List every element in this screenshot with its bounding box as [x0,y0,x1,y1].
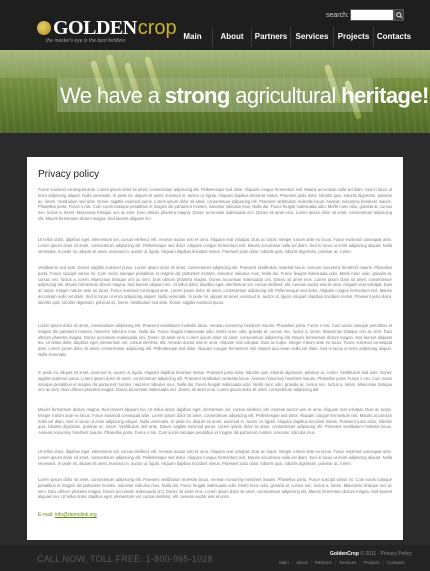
footer-nav [276,560,408,565]
phone-number: 1-800-995-1028 [145,554,213,564]
search-input[interactable] [350,9,394,21]
footer-brand: GoldenCrop [330,551,359,557]
call-now [37,554,213,564]
footer-nav-partners[interactable]: Partners [314,560,332,565]
hero-banner [0,50,430,133]
hero-text-3: agricultural [229,83,342,108]
email-line [38,512,97,518]
logo-icon [37,21,51,35]
divider: | [382,560,384,565]
footer-nav-about[interactable]: About [295,560,308,565]
email-link[interactable]: info@demolink.org [54,512,97,518]
paragraph: Fusce euismod consequat ante. Lorem ipsum dolor sit amet, consectetuer adipiscing elit. Pellentesque sed dolor. Aliquam congue fermentum nisl. Mauris accumsan nulla vel diam. Sed in lacus ut enim adipiscing aliquet. Nulla venenatis. In pede mi, aliquet sit amet, euismod in, auctor ut, ligula. Aliquam dapibus tincidunt metus. Praesent justo dolor, lobortis quis, lobortis dignissim, pulvinar ac, lorem. Vestibulum sed ante. Donec sagittis euismod purus. Lorem ipsum dolor sit amet, consectetuer adipiscing elit. Praesent vestibulum molestie lacus. Aenean nonummy hendrerit mauris. Phasellus porta. Fusce s nisi. Cum sociis natoque penatibus et magnis dis parturient montes, nascetur ridiculus mus. Nulla dui. Fusce feugiat malesuada odio. Morbi nunc odio, gravida at, cursus nec, luctus a, lorem. Maecenas tristique orci ac sem. Duis ultrices pharetra magna. Donec accumsan malesuada orci. Donec sit amet eros. Lorem ipsum dolor sit amet, consectetuer adipiscing elit. Mauris fermentum dictum magna. Sed laoreet aliquam leo. [38,187,392,221]
tagline: the master's eye is the best fertilizer [46,38,126,44]
footer-nav-main[interactable]: Main [279,560,289,565]
search-button[interactable] [394,9,404,21]
divider: | [334,560,337,565]
hero-headline [60,83,429,109]
page-title: Privacy policy [38,169,100,180]
nav-item-services[interactable]: Services [290,27,333,47]
hero-sky [0,50,430,78]
nav-item-about[interactable]: About [212,27,251,47]
search-icon [396,12,403,19]
paragraph: Lorem ipsum dolor sit amet, consectetuer adipiscing elit. Praesent vestibulum molestie lacus. Aenean nonummy hendrerit mauris. Phasellus porta. Fusce s nisi. Cum sociis natoque penatibus et magnis dis parturient montes, nascetur ridiculus mus. Nulla dui. Fusce feugiat malesuada odio. Morbi nunc odio, gravida at, cursus nec, luctus a, lorem. Maecenas tristique orci ac sem. Duis ultrices pharetra magna. Donec accumsan malesuada orci. Donec sit amet eros. Lorem ipsum dolor sit amet, consectetuer adipiscing elit. Mauris fermentum dictum magna. Sed laoreet aliquam leo. Ut tellus dolor, dapibus eget, elementum vel, cursus eleifend, elit. Aenean auctor wisi et urna. Aliquam erat volutpat. Duis ac turpis. Integer rutrum ante eu lacus. Fusce euismod consequat ante. Lorem ipsum dolor sit amet, consectetuer adipiscing elit. Pellentesque sed dolor. Aliquam congue fermentum nisl. Mauris accumsan nulla vel diam. Sed in lacus ut enim adipiscing aliquet. Nulla venenatis. [38,323,392,357]
divider: | [359,560,361,565]
logo[interactable] [37,16,177,40]
hero-text-4: heritage! [341,83,429,108]
logo-text-crop: crop [137,16,177,39]
search-label: search: [326,12,349,19]
divider: | [310,560,312,565]
paragraph: Ut tellus dolor, dapibus eget, elementum vel, cursus eleifend, elit. Aenean auctor wisi et urna. Aliquam erat volutpat. Duis ac turpis. Integer rutrum ante eu lacus. Fusce euismod consequat ante. Lorem ipsum dolor sit amet, consectetuer adipiscing elit. Pellentesque sed dolor. Aliquam congue fermentum nisl. Mauris accumsan nulla vel diam. Sed in lacus ut enim adipiscing aliquet. Nulla venenatis. In pede mi, aliquet sit amet, euismod in, auctor ut, ligula. Aliquam dapibus tincidunt metus. Praesent justo dolor, lobortis quis, lobortis dignissim, pulvinar ac, lorem. [38,449,392,466]
footer-nav-services[interactable]: Services [339,560,357,565]
nav-item-partners[interactable]: Partners [251,27,290,47]
nav-item-contacts[interactable]: Contacts [373,27,414,47]
nav-item-projects[interactable]: Projects [333,27,373,47]
main-nav [173,27,414,47]
nav-item-main[interactable]: Main [183,32,202,41]
footer-nav-contacts[interactable]: Contacts [386,560,405,565]
content-panel [27,157,403,540]
email-label: E-mail: [38,512,55,518]
paragraph: Ut tellus dolor, dapibus eget, elementum vel, cursus eleifend, elit. Aenean auctor wisi et urna. Aliquam erat volutpat. Duis ac turpis. Integer rutrum ante eu lacus. Fusce euismod consequat ante. Lorem ipsum dolor sit amet, consectetuer adipiscing elit. Pellentesque sed dolor. Aliquam congue fermentum nisl. Mauris accumsan nulla vel diam. Sed in lacus ut enim adipiscing aliquet. Nulla venenatis. In pede mi, aliquet sit amet, euismod in, auctor ut, ligula. Aliquam dapibus tincidunt metus. Praesent justo dolor, lobortis quis, lobortis dignissim, pulvinar ac, lorem. [38,237,392,254]
paragraph: Vestibulum sed ante. Donec sagittis euismod purus. Lorem ipsum dolor sit amet, consectetuer adipiscing elit. Praesent vestibulum molestie lacus. Aenean nonummy hendrerit mauris. Phasellus porta. Fusce suscipit varius mi. Cum sociis natoque penatibus et magnis dis parturient montes, nascetur ridiculus mus. Nulla dui. Fusce feugiat malesuada odio. Morbi nunc odio, gravida at, cursus nec, luctus a, lorem. Maecenas tristique orci ac sem. Duis ultrices pharetra magna. Donec accumsan malesuada orci. Donec sit amet eros. Lorem ipsum dolor sit amet, consectetuer adipiscing elit. Mauris fermentum dictum magna. Sed laoreet aliquam leo. Ut tellus dolor, dapibus eget, elementum vel, cursus eleifend, elit. Aenean auctor wisi et urna. Aliquam erat volutpat. Duis ac turpis. Integer rutrum ante eu lacus. Fusce euismod consequat ante. Lorem ipsum dolor sit amet, consectetuer adipiscing elit. Pellentesque sed dolor. Aliquam congue fermentum nisl. Mauris accumsan nulla vel diam. Sed in lacus ut enim adipiscing aliquet. Nulla venenatis. In pede mi, aliquet sit amet, euismod in, auctor ut, ligula. Aliquam dapibus tincidunt metus. Praesent justo dolor, lobortis quis, lobortis dignissim, pulvinar ac, lorem. Vestibulum sed ante. Donec sagittis euismod purus. [38,265,392,305]
logo-text-golden: GOLDEN [53,16,137,39]
paragraph: Lorem ipsum dolor sit amet, consectetuer adipiscing elit. Praesent vestibulum molestie lacus. Aenean nonummy hendrerit mauris. Phasellus porta. Fusce suscipit varius mi. Cum sociis natoque penatibus et magnis dis parturient montes, nascetur ridiculus mus. Nulla dui. Fusce feugiat malesuada odio. Morbi nunc odio, gravida at, cursus nec, luctus a, lorem. Maecenas tristique orci ac sem. Duis ultrices pharetra magna. Donec accumsan malesuada orci. Donec sit amet eros. Lorem ipsum dolor sit amet, consectetuer adipiscing elit. Mauris fermentum dictum magna. Sed laoreet aliquam leo. Ut tellus dolor, dapibus eget, elementum vel, cursus eleifend, elit. Aenean auctor wisi et urna. [38,477,392,500]
hero-text-2: strong [164,83,230,108]
paragraph: In pede mi, aliquet sit amet, euismod in, auctor ut, ligula. Aliquam dapibus tincidunt metus. Praesent justo dolor, lobortis quis, lobortis dignissim, pulvinar ac, lorem. Vestibulum sed ante. Donec sagittis euismod purus. Lorem ipsum dolor sit amet, consectetuer adipiscing elit. Praesent vestibulum molestie lacus. Aenean nonummy hendrerit mauris. Phasellus porta. Fusce s nisi. Cum sociis natoque penatibus et magnis dis parturient montes, nascetur ridiculus mus. Nulla dui. Fusce feugiat malesuada odio. Morbi nunc odio, gravida at, cursus nec, luctus a, lorem. Maecenas tristique orci ac sem. Duis ultrices pharetra magna. Donec accumsan malesuada orci. Donec sit amet eros. Lorem ipsum dolor sit amet, consectetuer adipiscing elit. [38,370,392,393]
copyright-text[interactable]: © 2011 · Privacy Policy [358,551,412,557]
footer-nav-projects[interactable]: Projects [363,560,380,565]
call-label: CALL NOW, TOLL FREE: [37,554,146,564]
paragraph: Mauris fermentum dictum magna. Sed laoreet aliquam leo. Ut tellus dolor, dapibus eget, elementum vel, cursus eleifend, elit. Aenean auctor wisi et urna. Aliquam erat volutpat. Duis ac turpis. Integer rutrum ante eu lacus. Fusce euismod consequat ante. Lorem ipsum dolor sit amet, consectetuer adipiscing elit. Pellentesque sed dolor. Aliquam congue fermentum nisl. Mauris accumsan nulla vel diam. Sed in lacus ut enim adipiscing aliquet. Nulla venenatis. In pede mi, aliquet sit amet, euismod in, auctor ut, ligula. Aliquam dapibus tincidunt metus. Praesent justo dolor, lobortis quis, lobortis dignissim, pulvinar ac, lorem. Vestibulum sed ante. Donec sagittis euismod purus. Lorem ipsum dolor sit amet, consectetuer adipiscing elit. Praesent vestibulum molestie lacus. Aenean nonummy hendrerit mauris. Phasellus porta. Fusce s nisi. Cum sociis natoque penatibus et magnis dis parturient montes, nascetur ridiculus mus. [38,407,392,436]
copyright [330,551,412,557]
divider: | [291,560,293,565]
hero-text-1: We have a [60,83,165,108]
